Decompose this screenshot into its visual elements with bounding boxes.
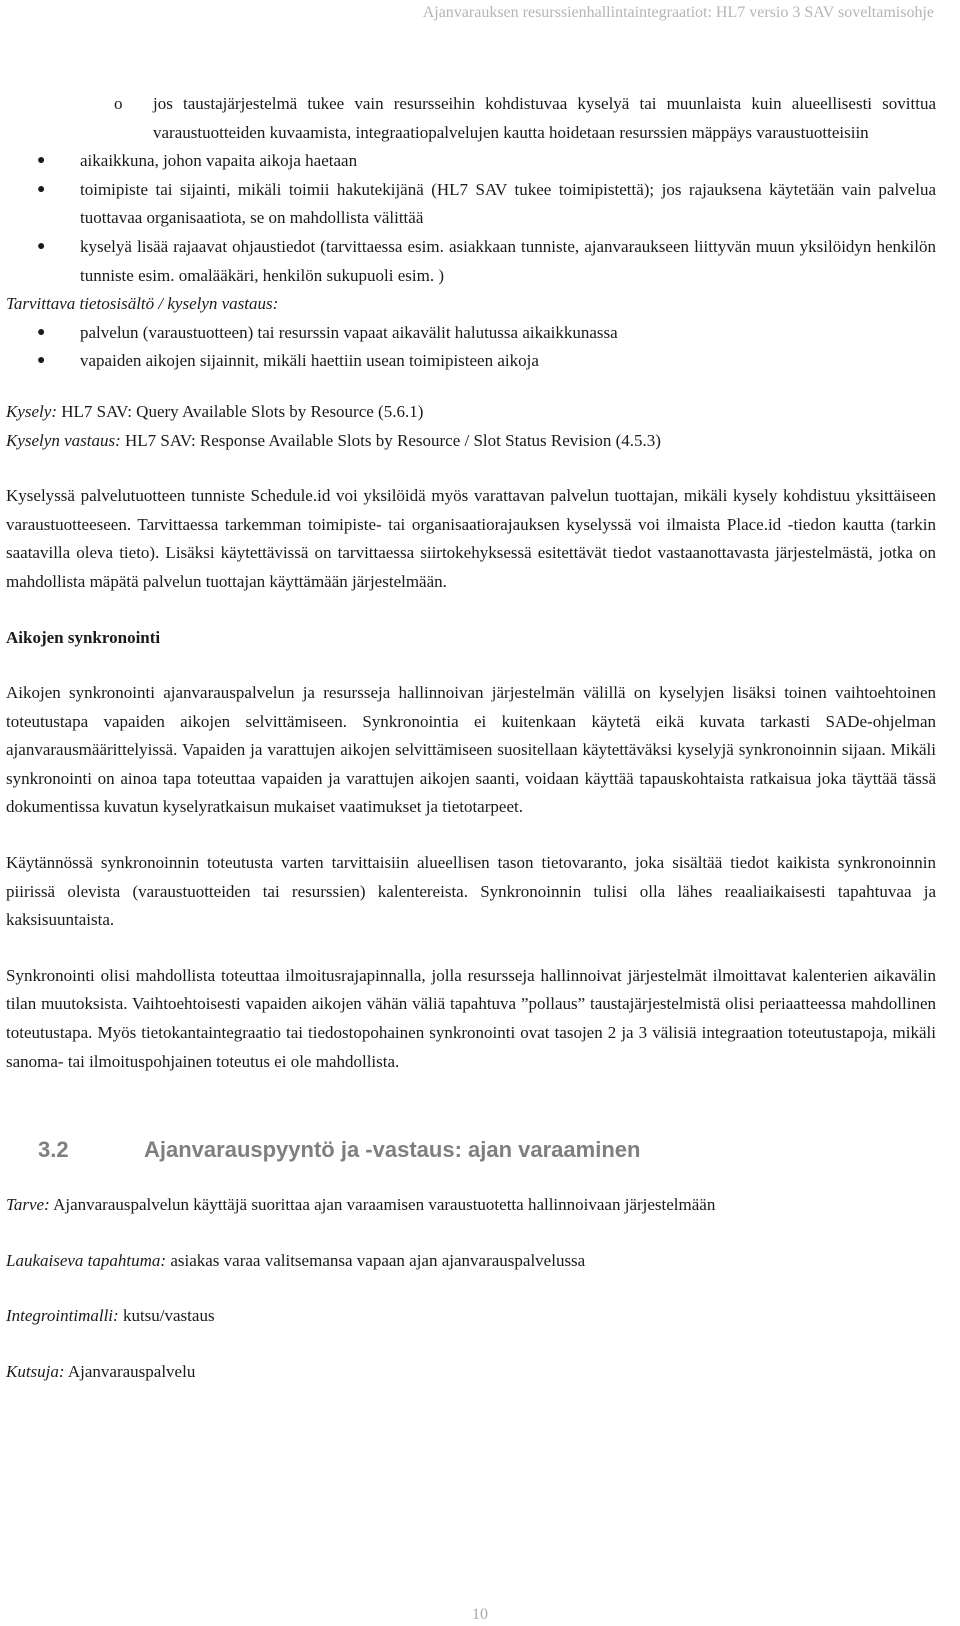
- list-item: [6, 319, 936, 348]
- page-body: [6, 90, 936, 1387]
- list-item: [6, 233, 936, 290]
- query-value: HL7 SAV: Query Available Slots by Resource (5.6.1): [61, 401, 424, 421]
- section-title: Ajanvarauspyyntö ja -vastaus: ajan varaaminen: [144, 1137, 641, 1163]
- sync-paragraph-1: Aikojen synkronointi ajanvarauspalvelun ja resursseja hallinnoivan järjestelmän välillä on kyselyjen lisäksi toinen vaihtoehtoinen toteutustapa vapaiden aikojen selvittämiseen. Synkronointia ei kuitenkaan käytetä eikä kuvata tarkasti SADe-ohjelman ajanvarausmäärittelyissä. Vapaiden ja varattujen aikojen selvittämiseen suositellaan käytettäväksi kyselyjä synkronoinnin sijaan. Mikäli synkronointi on ainoa tapa toteuttaa vapaiden ja varattujen aikojen saanti, voidaan käyttää tapauskohtaista ratkaisua joka täyttää tässä dokumentissa kuvatun kyselyratkaisun mukaiset vaatimukset ja tietotarpeet.: [6, 683, 936, 817]
- field-need: [6, 1191, 936, 1220]
- section-heading-3-2: [6, 1136, 936, 1164]
- running-header: Ajanvarauksen resurssienhallintaintegraatiot: HL7 versio 3 SAV soveltamisohje: [422, 4, 934, 21]
- list-item: [6, 176, 936, 233]
- list-item-text: vapaiden aikojen sijainnit, mikäli haettiin usean toimipisteen aikoja: [80, 351, 539, 371]
- sub-list-item: [6, 90, 936, 147]
- list-item: [6, 147, 936, 176]
- bullet-icon: ●: [37, 324, 46, 340]
- field-label: Kutsuja:: [6, 1362, 65, 1381]
- list-item: [6, 347, 936, 376]
- field-label: Tarve:: [6, 1195, 50, 1215]
- query-response-label: Kyselyn vastaus:: [6, 430, 121, 450]
- list-item-text: palvelun (varaustuotteen) tai resurssin vapaat aikavälit halutussa aikaikkunassa: [80, 322, 618, 342]
- list-item-text: aikaikkuna, johon vapaita aikoja haetaan: [80, 151, 358, 171]
- section-number: 3.2: [38, 1137, 69, 1163]
- field-value: kutsu/vastaus: [122, 1306, 215, 1326]
- paragraph-schedule: Kyselyssä palvelutuotteen tunniste Schedule.id voi yksilöidä myös varattavan palvelun tuottajan, mikäli kysely kohdistuu yksittäiseen varaustuotteeseen. Tarvittaessa tarkemman toimipiste- tai organisaatiorajauksen kyselyssä voi ilmaista Place.id -tiedon kautta (tarkin saatavilla oleva tieto). Lisäksi käytettävissä on tarvittaessa siirtokehyksessä esitettävät tiedot vastaanottavasta järjestelmästä, jotka on mahdollista mäpätä palvelun tuottajan käyttämään järjestelmään.: [6, 486, 936, 591]
- field-label: Integrointimalli:: [6, 1306, 119, 1326]
- field-label: Laukaiseva tapahtuma:: [6, 1250, 167, 1270]
- bullet-icon: ●: [37, 153, 46, 169]
- sync-heading: Aikojen synkronointi: [6, 627, 161, 647]
- query-label: Kysely:: [6, 401, 57, 421]
- query-response-value: HL7 SAV: Response Available Slots by Resource / Slot Status Revision (4.5.3): [124, 430, 661, 450]
- field-value: Ajanvarauspalvelu: [67, 1362, 196, 1381]
- field-value: Ajanvarauspalvelun käyttäjä suorittaa ajan varaamisen varaustuotetta hallinnoivaan järjestelmään: [53, 1195, 716, 1215]
- circle-bullet-icon: o: [114, 94, 123, 113]
- bullet-icon: ●: [37, 238, 46, 254]
- sync-paragraph-2: Käytännössä synkronoinnin toteutusta varten tarvittaisiin alueellisen tason tietovaranto, joka sisältää tiedot kaikista synkronoinnin piirissä olevista (varaustuotteiden tai resurssien) kalentereista. Synkronoinnin tulisi olla lähes reaaliaikaisesti tapahtuvaa ja kaksisuuntaista.: [6, 853, 936, 930]
- sync-paragraph-3: Synkronointi olisi mahdollista toteuttaa ilmoitusrajapinnalla, jolla resursseja hallinnoivat järjestelmät ilmoittavat kalenterien aikavälin tilan muutoksista. Vaihtoehtoisesti vapaiden aikojen vähän väliä tapahtuva ”pollaus” taustajärjestelmistä olisi periaatteessa mahdollinen toteutustapa. Myös tietokantaintegraatio tai tiedostopohainen synkronointi ovat tasojen 2 ja 3 välisiä integraation toteutustapoja, mikäli sanoma- tai ilmoituspohjainen toteutus ei ole mahdollista.: [6, 965, 936, 1071]
- field-integration-model: [6, 1302, 936, 1331]
- bullet-icon: ●: [37, 181, 46, 197]
- page-number: 10: [472, 1606, 488, 1623]
- query-response-line: [6, 427, 936, 456]
- list-item-text: kyselyä lisää rajaavat ohjaustiedot (tarvittaessa esim. asiakkaan tunniste, ajanvaraukseen liittyvän muun yksilöidyn henkilön tunniste esim. omalääkäri, henkilön sukupuoli esim. ): [80, 236, 936, 285]
- response-section-label: Tarvittava tietosisältö / kyselyn vastaus:: [6, 294, 279, 314]
- list-item-text: toimipiste tai sijainti, mikäli toimii hakutekijänä (HL7 SAV tukee toimipistettä); jos rajauksena käytetään vain palvelua tuottavaa organisaatiota, se on mahdollista välittää: [80, 179, 936, 228]
- field-caller: [6, 1358, 936, 1387]
- query-line: [6, 398, 936, 427]
- field-trigger: [6, 1247, 936, 1276]
- bullet-icon: ●: [37, 353, 46, 369]
- sub-list-item-text: jos taustajärjestelmä tukee vain resursseihin kohdistuvaa kyselyä tai muunlaista kuin alueellisesti sovittua varaustuotteiden kuvaamista, integraatiopalvelujen kautta hoidetaan resurssien mäppäys varaustuotteisiin: [153, 94, 936, 142]
- field-value: asiakas varaa valitsemansa vapaan ajan ajanvarauspalvelussa: [170, 1250, 586, 1270]
